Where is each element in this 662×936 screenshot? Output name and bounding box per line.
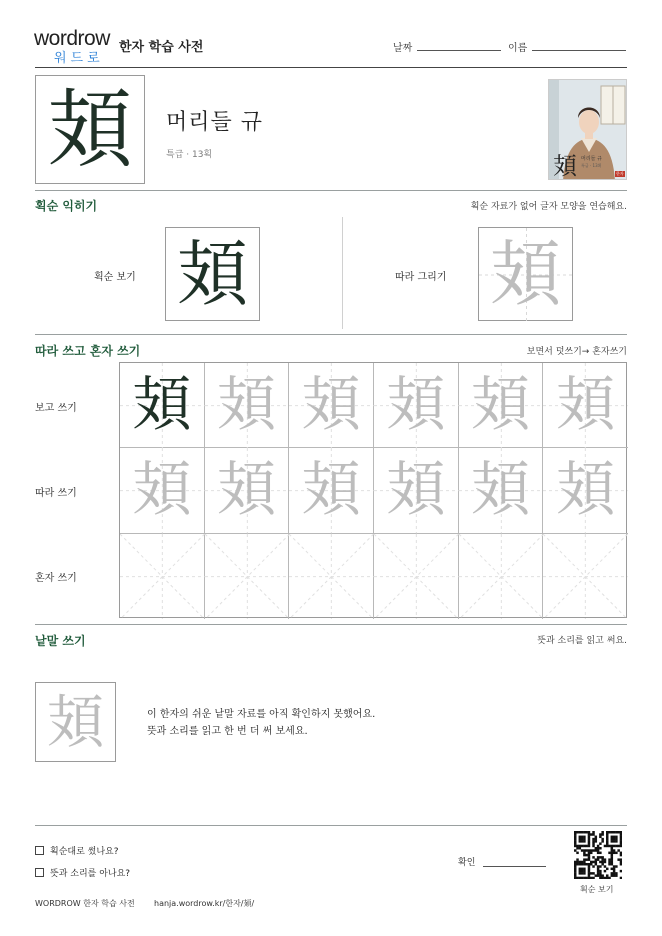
trace-box[interactable] xyxy=(478,227,573,321)
logo-wordmark: wordrow xyxy=(34,27,110,50)
practice-character: 頍 xyxy=(555,455,616,526)
practice-cell[interactable] xyxy=(543,534,628,619)
practice-cell[interactable] xyxy=(459,448,544,533)
practice-character: 頍 xyxy=(301,370,362,441)
practice-section-note: 보면서 덧쓰기→ 혼자쓰기 xyxy=(526,347,627,357)
vocab-section-title: 낱말 쓰기 xyxy=(35,634,86,648)
practice-cell[interactable] xyxy=(459,363,544,448)
cover-name: 머리들 규 xyxy=(581,156,602,162)
practice-cell[interactable] xyxy=(120,534,205,619)
app-title: 한자 학습 사전 xyxy=(119,40,204,55)
practice-character: 頍 xyxy=(470,455,531,526)
stroke-divider xyxy=(35,334,627,335)
cover-meta: 특급 · 13획 xyxy=(581,163,602,168)
cell-guides xyxy=(543,534,628,619)
practice-cell[interactable] xyxy=(374,534,459,619)
practice-character: 頍 xyxy=(131,370,192,441)
hero-character: 頍 xyxy=(47,79,133,180)
character-meaning: 머리들 규 xyxy=(166,110,264,135)
practice-cell[interactable] xyxy=(374,448,459,533)
row-label-see: 보고 쓰기 xyxy=(35,403,77,414)
stroke-section-title: 획순 익히기 xyxy=(35,199,98,213)
book-cover-image xyxy=(548,79,627,180)
practice-cell[interactable] xyxy=(205,534,290,619)
row-label-solo: 혼자 쓰기 xyxy=(35,573,77,584)
practice-cell[interactable] xyxy=(205,363,290,448)
stroke-section-note: 획순 자료가 없어 글자 모양을 연습해요. xyxy=(470,202,627,212)
checkbox-stroke[interactable] xyxy=(35,846,44,855)
practice-divider xyxy=(35,624,627,625)
practice-character: 頍 xyxy=(470,370,531,441)
vocab-line-1: 이 한자의 쉬운 낱말 자료를 아직 확인하지 못했어요. xyxy=(147,709,376,720)
qr-label: 획순 보기 xyxy=(580,885,614,894)
practice-cell[interactable] xyxy=(120,448,205,533)
checklist-text-stroke: 획순대로 썼나요? xyxy=(50,847,119,857)
practice-character: 頍 xyxy=(216,370,277,441)
practice-cell[interactable] xyxy=(120,363,205,448)
name-label: 이름 xyxy=(508,43,528,54)
cell-guides xyxy=(459,534,544,619)
trace-character: 頍 xyxy=(489,232,562,316)
name-field[interactable] xyxy=(532,50,626,51)
practice-cell[interactable] xyxy=(289,534,374,619)
stroke-section-separator xyxy=(342,217,343,329)
checklist-text-meaning: 뜻과 소리를 아나요? xyxy=(50,869,131,879)
practice-character: 頍 xyxy=(385,455,446,526)
practice-cell[interactable] xyxy=(289,448,374,533)
practice-grid xyxy=(119,362,627,618)
stroke-view-box xyxy=(165,227,260,321)
practice-cell[interactable] xyxy=(543,448,628,533)
footer-url[interactable]: hanja.wordrow.kr/한자/頍/ xyxy=(154,899,255,908)
wordrow-logo xyxy=(34,28,114,64)
row-label-trace: 따라 쓰기 xyxy=(35,488,77,499)
practice-character: 頍 xyxy=(301,455,362,526)
cell-guides xyxy=(374,534,459,619)
date-label: 날짜 xyxy=(393,43,413,54)
practice-character: 頍 xyxy=(555,370,616,441)
qr-code[interactable] xyxy=(574,831,622,879)
practice-cell[interactable] xyxy=(459,534,544,619)
practice-cell[interactable] xyxy=(289,363,374,448)
confirm-field[interactable] xyxy=(483,866,546,867)
cell-guides xyxy=(289,534,374,619)
cell-guides xyxy=(120,534,205,619)
stroke-view-character: 頍 xyxy=(176,232,249,316)
checklist-item-meaning[interactable] xyxy=(35,866,130,879)
practice-cell[interactable] xyxy=(543,363,628,448)
vocab-section-note: 뜻과 소리를 읽고 써요. xyxy=(537,636,627,646)
cover-badge: 한자 xyxy=(616,171,624,176)
vocab-divider xyxy=(35,825,627,826)
vocab-character: 頍 xyxy=(46,688,105,756)
cell-guides xyxy=(205,534,290,619)
trace-label: 따라 그리기 xyxy=(395,272,447,283)
practice-cell[interactable] xyxy=(374,363,459,448)
practice-character: 頍 xyxy=(216,455,277,526)
stroke-view-label: 획순 보기 xyxy=(94,272,136,283)
character-meta: 특급 · 13획 xyxy=(166,150,213,160)
header-divider xyxy=(35,67,627,68)
hero-divider xyxy=(35,190,627,191)
logo-korean: 워드로 xyxy=(54,51,104,66)
vocab-character-box[interactable] xyxy=(35,682,116,762)
vocab-line-2: 뜻과 소리를 읽고 한 번 더 써 보세요. xyxy=(147,726,308,737)
date-field[interactable] xyxy=(417,50,501,51)
confirm-label: 확인 xyxy=(458,858,476,868)
checklist-item-stroke[interactable] xyxy=(35,844,119,857)
practice-cell[interactable] xyxy=(205,448,290,533)
qr-code-graphic xyxy=(574,831,622,879)
hero-character-box xyxy=(35,75,145,184)
practice-character: 頍 xyxy=(385,370,446,441)
footer-brand: WORDROW 한자 학습 사전 xyxy=(35,899,135,908)
practice-section-title: 따라 쓰고 혼자 쓰기 xyxy=(35,344,141,358)
practice-character: 頍 xyxy=(131,455,192,526)
cover-character: 頍 xyxy=(553,152,577,180)
checkbox-meaning[interactable] xyxy=(35,868,44,877)
